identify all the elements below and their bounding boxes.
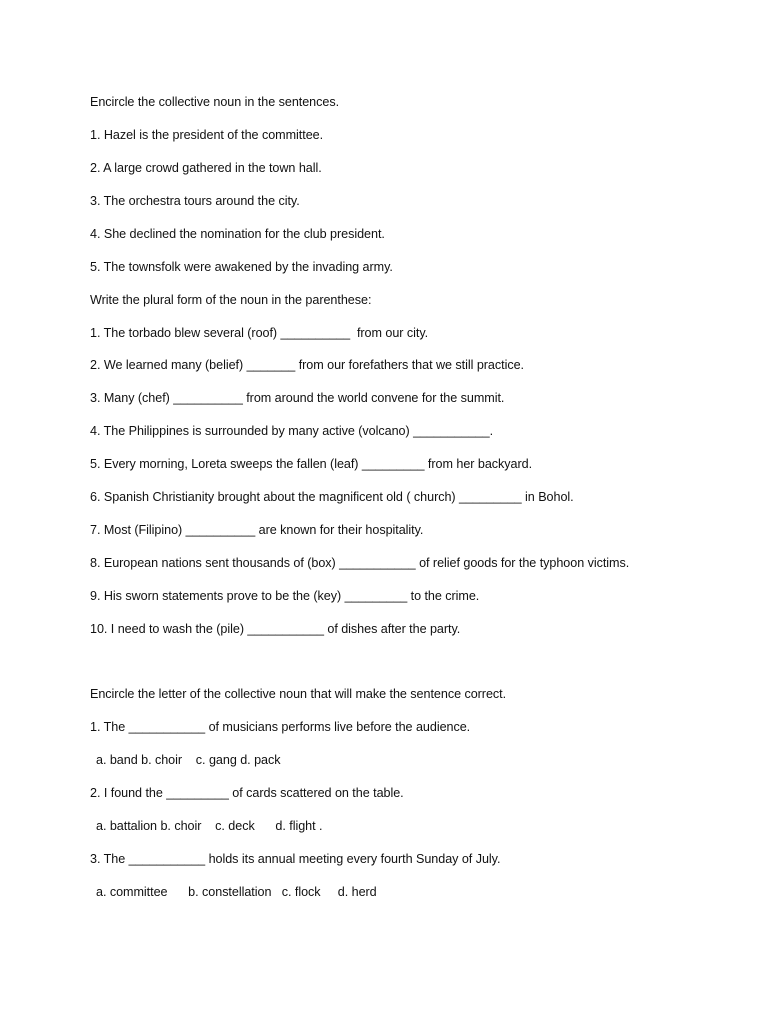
section3-question-2: 2. I found the _________ of cards scattered on the table. (90, 786, 404, 800)
section3-instruction: Encircle the letter of the collective noun that will make the sentence correct. (90, 687, 507, 701)
section2-item-2: 2. We learned many (belief) _______ from our forefathers that we still practice. (90, 358, 524, 372)
section1-item-2: 2. A large crowd gathered in the town hall. (90, 161, 322, 175)
section3-question-1-options: a. band b. choir c. gang d. pack (96, 753, 281, 767)
section1-item-1: 1. Hazel is the president of the committee. (90, 128, 324, 142)
section2-item-7: 7. Most (Filipino) __________ are known for their hospitality. (90, 523, 424, 537)
section2-item-5: 5. Every morning, Loreta sweeps the fallen (leaf) _________ from her backyard. (90, 457, 533, 471)
section3-question-2-options: a. battalion b. choir c. deck d. flight . (96, 819, 323, 833)
section2-item-8: 8. European nations sent thousands of (box) ___________ of relief goods for the typhoon victims. (90, 556, 630, 570)
section3-question-1: 1. The ___________ of musicians performs live before the audience. (90, 720, 471, 734)
section2-instruction: Write the plural form of the noun in the parenthese: (90, 293, 372, 307)
section2-item-4: 4. The Philippines is surrounded by many active (volcano) ___________. (90, 424, 494, 438)
section1-item-3: 3. The orchestra tours around the city. (90, 194, 300, 208)
section2-item-3: 3. Many (chef) __________ from around the world convene for the summit. (90, 391, 505, 405)
section2-item-9: 9. His sworn statements prove to be the (key) _________ to the crime. (90, 589, 480, 603)
section2-item-6: 6. Spanish Christianity brought about the magnificent old ( church) _________ in Bohol. (90, 490, 574, 504)
section1-instruction: Encircle the collective noun in the sentences. (90, 95, 340, 109)
section1-item-5: 5. The townsfolk were awakened by the invading army. (90, 260, 393, 274)
section3-question-3: 3. The ___________ holds its annual meeting every fourth Sunday of July. (90, 852, 501, 866)
section3-question-3-options: a. committee b. constellation c. flock d. herd (96, 885, 377, 899)
section2-item-1: 1. The torbado blew several (roof) __________ from our city. (90, 326, 429, 340)
section1-item-4: 4. She declined the nomination for the club president. (90, 227, 385, 241)
section2-item-10: 10. I need to wash the (pile) ___________ of dishes after the party. (90, 622, 461, 636)
